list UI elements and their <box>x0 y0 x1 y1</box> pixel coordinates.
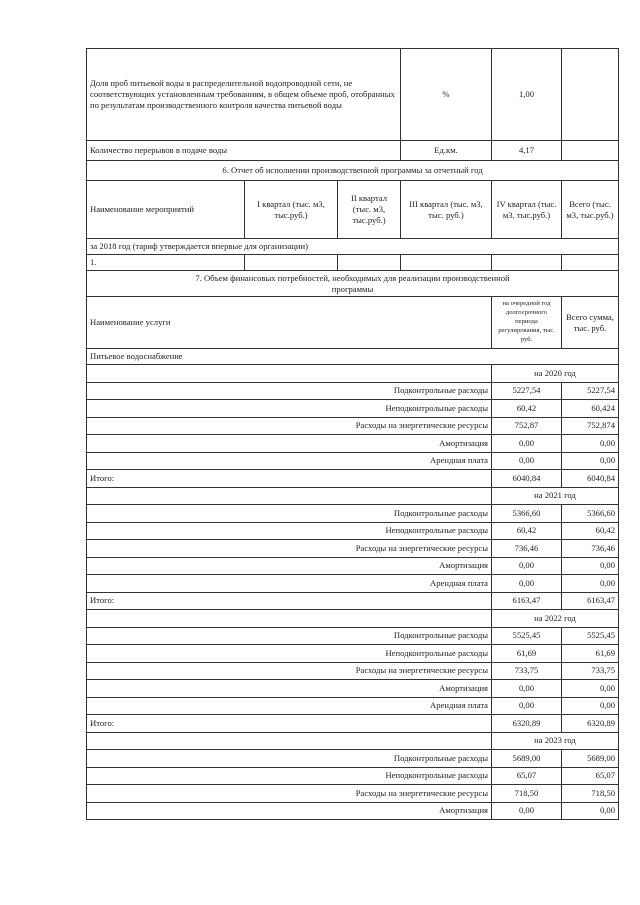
service-row <box>87 349 619 365</box>
section-6-title-row <box>87 161 619 181</box>
expense-value: 61,69 <box>492 645 562 663</box>
header-q3: III квартал (тыс. м3, тыс. руб.) <box>401 181 492 239</box>
indicator-extra <box>562 141 619 161</box>
expense-name: Неподконтрольные расходы <box>87 767 492 785</box>
year-total-sum: 6163,47 <box>562 592 619 610</box>
expense-value: 60,42 <box>492 522 562 540</box>
expense-value: 733,75 <box>492 662 562 680</box>
expense-value: 0,00 <box>492 680 562 698</box>
expense-name: Арендная плата <box>87 452 492 470</box>
service-name: Питьевое водоснабжение <box>87 349 619 365</box>
expense-row <box>87 522 619 540</box>
expense-total: 752,874 <box>562 417 619 435</box>
expense-value: 0,00 <box>492 557 562 575</box>
expense-name: Амортизация <box>87 802 492 820</box>
cell-q2 <box>338 255 401 271</box>
section-6-title: 6. Отчет об исполнении производственной программы за отчетный год <box>87 161 619 181</box>
section-7-title-line2: программы <box>331 283 374 294</box>
expense-name: Неподконтрольные расходы <box>87 645 492 663</box>
expense-total: 0,00 <box>562 435 619 453</box>
expense-name: Арендная плата <box>87 575 492 593</box>
year-row <box>87 365 619 383</box>
header-service-name: Наименование услуги <box>87 297 492 349</box>
expense-row <box>87 540 619 558</box>
expense-row <box>87 417 619 435</box>
expense-value: 718,50 <box>492 785 562 803</box>
expense-row <box>87 400 619 418</box>
expense-value: 5689,00 <box>492 750 562 768</box>
expense-total: 5227,54 <box>562 382 619 400</box>
expense-name: Амортизация <box>87 680 492 698</box>
row-number: 1. <box>87 255 245 271</box>
expense-name: Подконтрольные расходы <box>87 505 492 523</box>
expense-value: 60,42 <box>492 400 562 418</box>
indicator-value: 1,00 <box>492 49 562 141</box>
header-total-sum: Всего сумма, тыс. руб. <box>562 297 619 349</box>
expense-value: 736,46 <box>492 540 562 558</box>
cell-q4 <box>492 255 562 271</box>
header-activities: Наименование мероприятий <box>87 181 245 239</box>
expense-total: 60,42 <box>562 522 619 540</box>
year-total-label: Итого: <box>87 470 492 488</box>
expense-name: Амортизация <box>87 435 492 453</box>
year-total-row <box>87 592 619 610</box>
expense-row <box>87 505 619 523</box>
header-q4: IV квартал (тыс. м3, тыс.руб.) <box>492 181 562 239</box>
expense-total: 718,50 <box>562 785 619 803</box>
expense-name: Подконтрольные расходы <box>87 382 492 400</box>
year-row <box>87 610 619 628</box>
section-6-header-row <box>87 181 619 239</box>
expense-name: Неподконтрольные расходы <box>87 400 492 418</box>
year-spacer <box>87 732 492 750</box>
expense-row <box>87 697 619 715</box>
expense-row <box>87 382 619 400</box>
year-spacer <box>87 365 492 383</box>
year-total-row <box>87 470 619 488</box>
year-spacer <box>87 487 492 505</box>
section-7-title <box>87 271 619 297</box>
expense-name: Расходы на энергетические ресурсы <box>87 417 492 435</box>
expense-row <box>87 802 619 820</box>
expense-value: 5227,54 <box>492 382 562 400</box>
production-program-table <box>86 48 619 820</box>
indicator-unit: Ед.км. <box>401 141 492 161</box>
indicator-name: Доля проб питьевой воды в распределительной водопроводной сети, не соответствующих установленным требованиям, в общем объеме проб, отобранных по результатам производственного контроля качества питьевой воды <box>87 49 401 141</box>
expense-value: 0,00 <box>492 452 562 470</box>
expense-total: 0,00 <box>562 575 619 593</box>
expense-row <box>87 645 619 663</box>
expense-value: 0,00 <box>492 802 562 820</box>
year-total-label: Итого: <box>87 592 492 610</box>
expense-total: 65,07 <box>562 767 619 785</box>
indicator-value: 4,17 <box>492 141 562 161</box>
expense-value: 0,00 <box>492 435 562 453</box>
header-period-value: на очередной год долгосрочного периода регулирования, тыс. руб. <box>492 297 562 349</box>
expense-row <box>87 557 619 575</box>
year-total-sum: 6320,89 <box>562 715 619 733</box>
year-total-sum: 6040,84 <box>562 470 619 488</box>
year-label: на 2021 год <box>492 487 619 505</box>
section-6-note-row <box>87 239 619 255</box>
header-total: Всего (тыс. м3, тыс.руб.) <box>562 181 619 239</box>
year-row <box>87 732 619 750</box>
header-q2: II квартал (тыс. м3, тыс.руб.) <box>338 181 401 239</box>
year-total-label: Итого: <box>87 715 492 733</box>
expense-row <box>87 575 619 593</box>
section-6-data-row <box>87 255 619 271</box>
expense-name: Расходы на энергетические ресурсы <box>87 662 492 680</box>
year-total-value: 6040,84 <box>492 470 562 488</box>
indicator-name: Количество перерывов в подаче воды <box>87 141 401 161</box>
year-label: на 2023 год <box>492 732 619 750</box>
year-total-value: 6320,89 <box>492 715 562 733</box>
expense-total: 5689,00 <box>562 750 619 768</box>
expense-row <box>87 750 619 768</box>
expense-total: 5366,60 <box>562 505 619 523</box>
expense-name: Неподконтрольные расходы <box>87 522 492 540</box>
expense-row <box>87 767 619 785</box>
indicator-extra <box>562 49 619 141</box>
expense-total: 736,46 <box>562 540 619 558</box>
indicator-row <box>87 49 619 141</box>
expense-value: 65,07 <box>492 767 562 785</box>
expense-value: 5525,45 <box>492 627 562 645</box>
expense-row <box>87 435 619 453</box>
section-7-title-line1: 7. Объем финансовых потребностей, необходимых для реализации производственной <box>195 272 510 283</box>
expense-name: Арендная плата <box>87 697 492 715</box>
expense-total: 5525,45 <box>562 627 619 645</box>
expense-total: 733,75 <box>562 662 619 680</box>
indicator-unit: % <box>401 49 492 141</box>
expense-row <box>87 785 619 803</box>
expense-name: Расходы на энергетические ресурсы <box>87 785 492 803</box>
section-7-header-row <box>87 297 619 349</box>
expense-row <box>87 452 619 470</box>
expense-value: 5366,60 <box>492 505 562 523</box>
header-q1: I квартал (тыс. м3, тыс.руб.) <box>245 181 338 239</box>
section-7-title-row <box>87 271 619 297</box>
cell-q1 <box>245 255 338 271</box>
expense-row <box>87 680 619 698</box>
expense-value: 0,00 <box>492 575 562 593</box>
cell-q3 <box>401 255 492 271</box>
expense-total: 0,00 <box>562 680 619 698</box>
year-spacer <box>87 610 492 628</box>
expense-value: 0,00 <box>492 697 562 715</box>
expense-row <box>87 662 619 680</box>
expense-name: Подконтрольные расходы <box>87 750 492 768</box>
expense-total: 0,00 <box>562 557 619 575</box>
section-6-note: за 2018 год (тариф утверждается впервые для организации) <box>87 239 619 255</box>
expense-name: Подконтрольные расходы <box>87 627 492 645</box>
cell-total <box>562 255 619 271</box>
expense-name: Амортизация <box>87 557 492 575</box>
year-label: на 2020 год <box>492 365 619 383</box>
year-label: на 2022 год <box>492 610 619 628</box>
expense-total: 60,424 <box>562 400 619 418</box>
expense-total: 61,69 <box>562 645 619 663</box>
year-total-value: 6163,47 <box>492 592 562 610</box>
expense-value: 752,87 <box>492 417 562 435</box>
expense-name: Расходы на энергетические ресурсы <box>87 540 492 558</box>
expense-row <box>87 627 619 645</box>
year-total-row <box>87 715 619 733</box>
indicator-row <box>87 141 619 161</box>
year-row <box>87 487 619 505</box>
expense-total: 0,00 <box>562 802 619 820</box>
expense-total: 0,00 <box>562 452 619 470</box>
expense-total: 0,00 <box>562 697 619 715</box>
